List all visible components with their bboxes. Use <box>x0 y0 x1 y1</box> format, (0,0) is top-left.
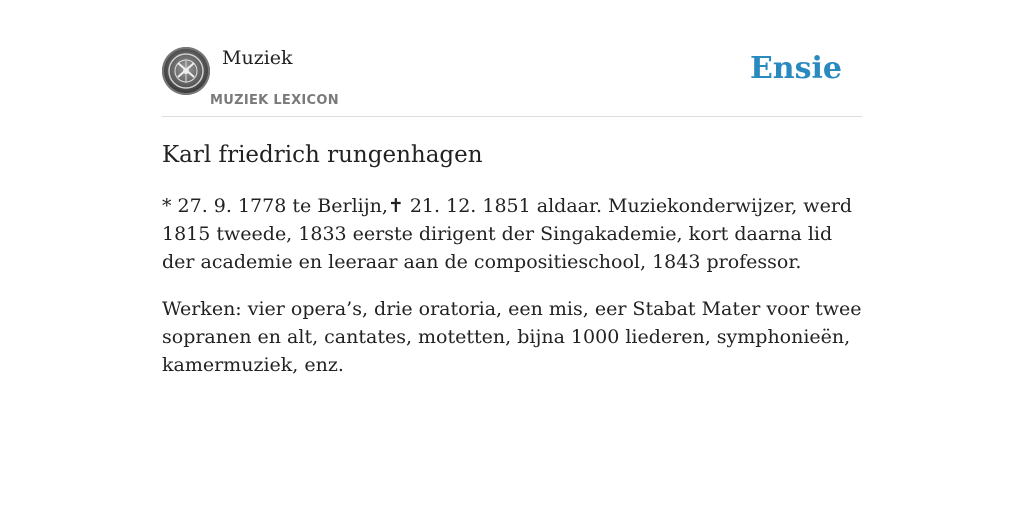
site-name[interactable]: Muziek <box>222 47 293 69</box>
brand-logo-link[interactable]: Ensie <box>749 51 842 86</box>
site-subtitle[interactable]: MUZIEK LEXICON <box>210 93 339 108</box>
article-paragraph: * 27. 9. 1778 te Berlijn,✝ 21. 12. 1851 aldaar. Muziekonderwijzer, werd 1815 tweede, 1833 eerste dirigent der Singakademie, kort daarna lid der academie en leeraar aan de compositieschool, 1843 professor. <box>162 195 853 273</box>
site-header <box>162 0 862 117</box>
page-container <box>162 0 862 376</box>
page-title: Karl friedrich rungenhagen <box>162 142 483 168</box>
emblem-icon[interactable] <box>162 47 210 95</box>
article-paragraph: Werken: vier opera’s, drie oratoria, een mis, eer Stabat Mater voor twee sopranen en alt, cantates, motetten, bijna 1000 liederen, symphonieën, kamermuziek, enz. <box>162 298 862 376</box>
